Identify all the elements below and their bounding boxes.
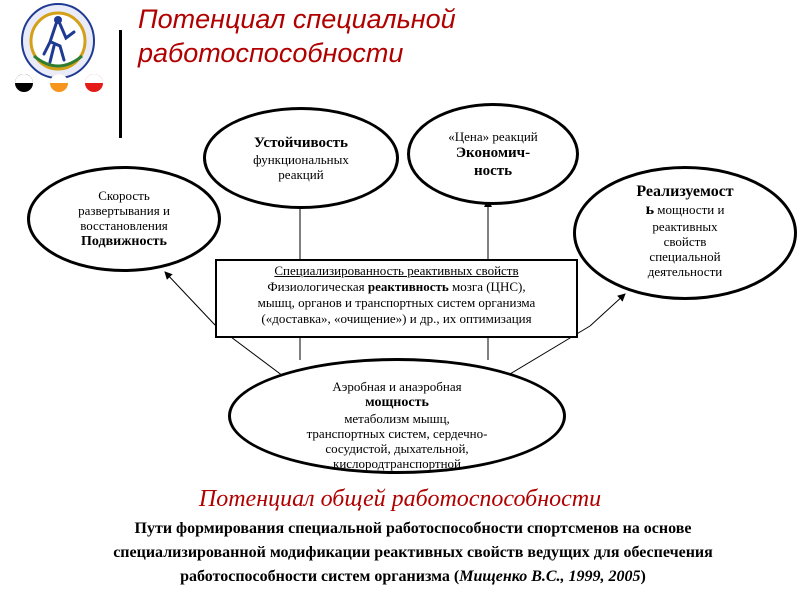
realizability-label: Реализуемост bbox=[636, 183, 734, 200]
citation: Мищенко В.С., 1999, 2005 bbox=[459, 568, 641, 585]
reactive-properties-box: Специализированность реактивных свойств Физиологическая реактивность мозга (ЦНС), мышц, органов и транспортных систем организма («доставка», «очищение») и др., их оптимизация bbox=[215, 259, 578, 338]
page-title: Потенциал специальной работоспособности bbox=[138, 4, 456, 68]
mobility-node: Скорость развертывания и восстановления Подвижность bbox=[27, 166, 221, 272]
power-node: Аэробная и анаэробная мощность метаболизм мышц, транспортных систем, сердечно- сосудистой, дыхательной, кислородтранспортной bbox=[228, 358, 566, 474]
stability-label: Устойчивость bbox=[254, 135, 348, 151]
economy-node: «Цена» реакций Экономич- ность bbox=[407, 103, 579, 205]
realizability-node: Реализуемост ь мощности и реактивных свойств специальной деятельности bbox=[573, 166, 797, 300]
general-capacity-title: Потенциал общей работоспособности bbox=[198, 486, 602, 512]
stability-node: Устойчивость функциональных реакций bbox=[203, 107, 399, 209]
power-label: мощность bbox=[365, 395, 429, 410]
figure-caption: Пути формирования специальной работоспособности спортсменов на основе специализированной модификации реактивных свойств ведущих для обеспечения работоспособности систем организма (Мищенко В.С., 1999, 2005) bbox=[113, 520, 713, 585]
mobility-label: Подвижность bbox=[81, 234, 167, 249]
box-heading: Специализированность реактивных свойств bbox=[274, 263, 519, 278]
economy-label: Экономич- bbox=[455, 144, 531, 161]
